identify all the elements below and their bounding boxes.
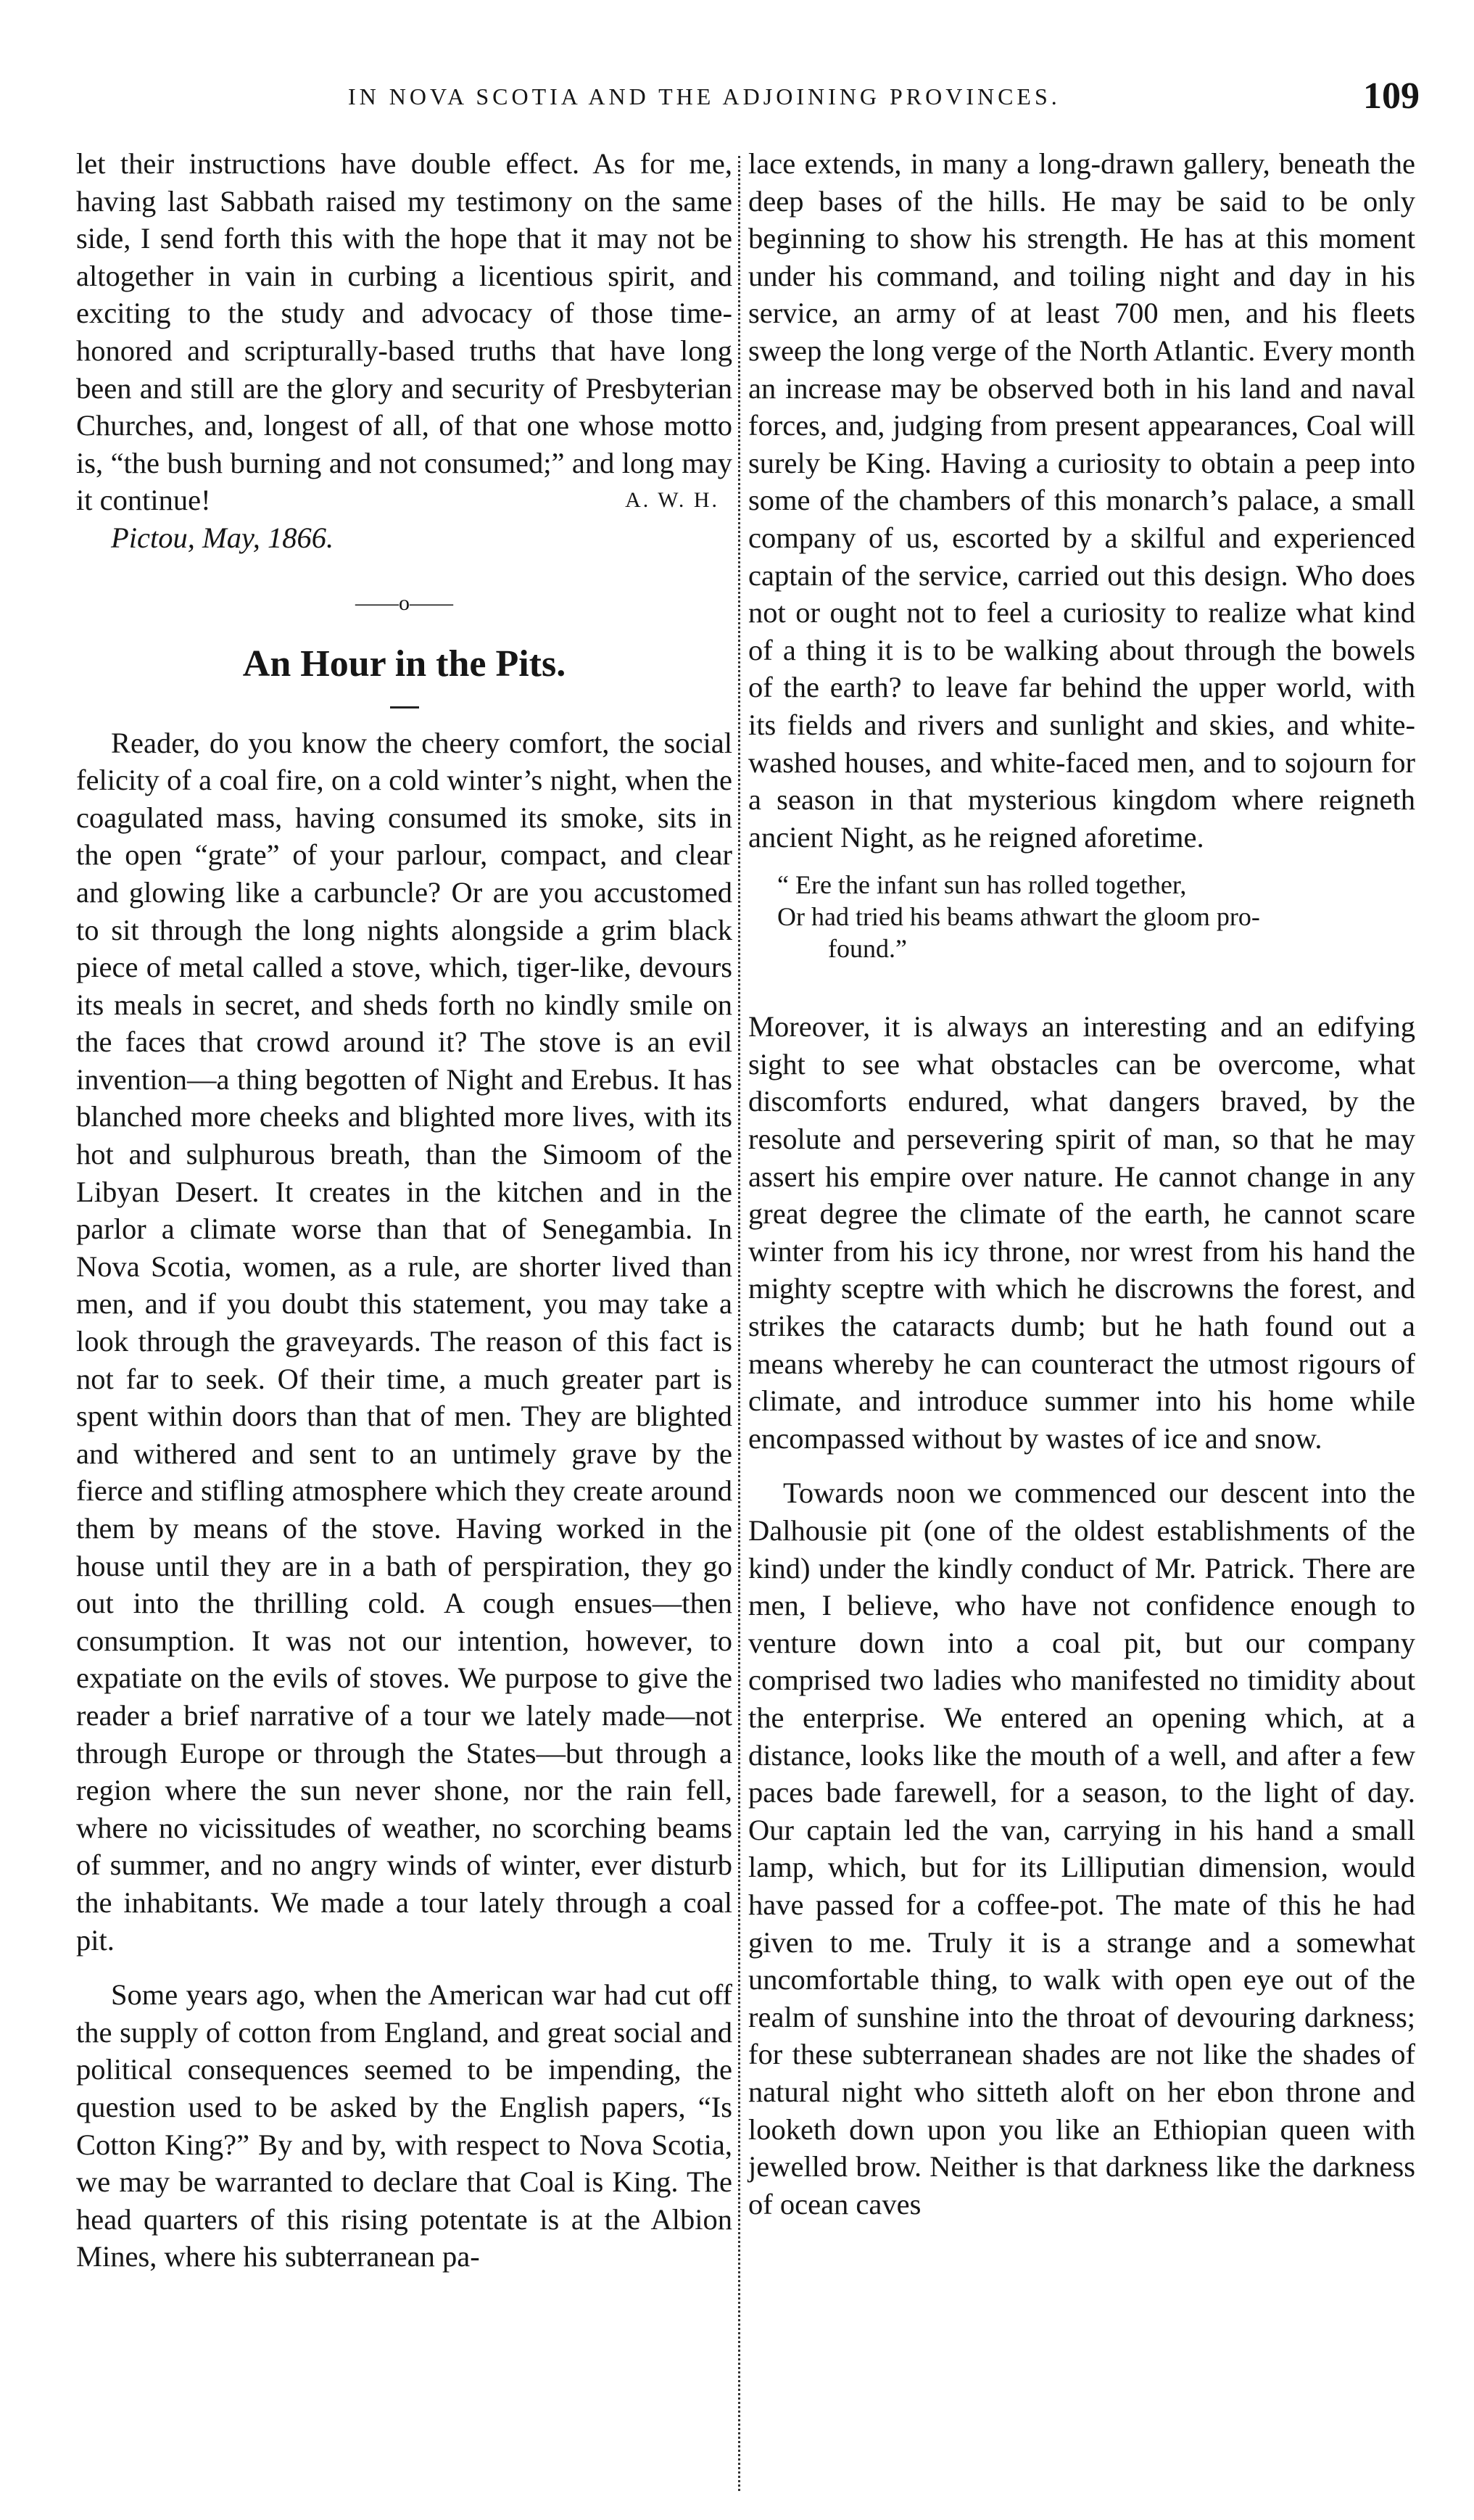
right-column xyxy=(748,145,1415,2223)
letter-signature: A. W. H. xyxy=(625,487,719,512)
section-separator: ——o—— xyxy=(355,590,453,615)
running-title: IN NOVA SCOTIA AND THE ADJOINING PROVINCES. xyxy=(348,83,1061,110)
article-paragraph: Reader, do you know the cheery comfort, the social felicity of a coal fire, on a cold winter’s night, when the coagulated mass, having consumed its smoke, sits in the open “grate” of your parlour, compact, and clear and glowing like a carbuncle? Or are you accustomed to sit through the long nights alongside a grim black piece of metal called a stove, which, tiger-like, devours its meals in secret, and sheds forth no kindly smile on the faces that crowd around it? The stove is an evil invention—a thing begotten of Night and Erebus. It has blanched more cheeks and blighted more lives, with its hot and sulphurous breath, than the Simoom of the Libyan Desert. It creates in the kitchen and in the parlor a climate worse than that of Senegambia. In Nova Scotia, women, as a rule, are shorter lived than men, and if you doubt this statement, you may take a look through the graveyards. The reason of this fact is not far to seek. Of their time, a much greater part is spent within doors than that of men. They are blighted and withered and sent to an untimely grave by the fierce and stifling atmosphere which they create around them by means of the stove. Having worked in the house until they are in a bath of perspiration, they go out into the thrilling cold. A cough ensues—then consumption. It was not our intention, however, to expatiate on the evils of stoves. We purpose to give the reader a brief narrative of a tour we lately made—not through Europe or through the States—but through a region where the sun never shone, nor the rain fell, where no vicissitudes of weather, no scorching beams of summer, and no angry winds of winter, ever disturb the inhabitants. We made a tour lately through a coal pit. xyxy=(76,726,732,1957)
article-paragraph: Moreover, it is always an interesting and an edifying sight to see what obstacles can be overcome, what discomforts endured, what dangers braved, by the resolute and persevering spirit of man, so that he may assert his empire over nature. He cannot change in any great degree the climate of the earth, he cannot scare winter from his icy throne, nor wrest from his hand the mighty sceptre with which he discrowns the forest, and strikes the cataracts dumb; but he hath found out a means whereby he can counteract the utmost rigours of climate, and introduce summer into his home while encompassed without by wastes of ice and snow. xyxy=(748,1010,1415,1455)
quote-line: “ Ere the infant sun has rolled together, xyxy=(777,870,1187,900)
letter-place-date: Pictou, May, 1866. xyxy=(111,521,334,554)
verse-quote xyxy=(777,869,1415,964)
quote-line: Or had tried his beams athwart the gloom pro- xyxy=(777,902,1260,932)
left-column xyxy=(76,145,732,2276)
title-rule xyxy=(390,706,419,709)
article-title: An Hour in the Pits. xyxy=(242,643,566,685)
page-number: 109 xyxy=(1363,75,1420,117)
page-header xyxy=(0,69,1474,127)
quote-line: found.” xyxy=(828,934,907,964)
letter-continuation: let their instructions have double effect. As for me, having last Sabbath raised my testimony on the same side, I send forth this with the hope that it may not be altogether in vain in curbing a licentious spirit, and exciting to the study and advocacy of those time-honored and scripturally-based truths that have long been and still are the glory and security of Presbyterian Churches, and, longest of all, of that one whose motto is, “the bush burning and not consumed;” and long may it continue! xyxy=(76,147,732,517)
article-paragraph: lace extends, in many a long-drawn gallery, beneath the deep bases of the hills. He may be said to be only beginning to show his strength. He has at this moment under his command, and toiling night and day in his service, an army of at least 700 men, and his fleets sweep the long verge of the North Atlantic. Every month an increase may be observed both in his land and naval forces, and, judging from present appearances, Coal will surely be King. Having a curiosity to obtain a peep into some of the chambers of this monarch’s palace, a small company of us, escorted by a skilful and experienced captain of the service, carried out this design. Who does not or ought not to feel a curiosity to realize what kind of a thing it is to be walking about through the bowels of the earth? to leave far behind the upper world, with its fields and rivers and sunlight and skies, and white-washed houses, and white-faced men, and to sojourn for a season in that mysterious kingdom where reigneth ancient Night, as he reigned aforetime. xyxy=(748,147,1415,854)
column-divider xyxy=(738,156,740,2491)
article-paragraph: Some years ago, when the American war had cut off the supply of cotton from England, and great social and political consequences seemed to be impending, the question used to be asked by the English papers, “Is Cotton King?” By and by, with respect to Nova Scotia, we may be warranted to declare that Coal is King. The head quarters of this rising potentate is at the Albion Mines, where his subterranean pa- xyxy=(76,1978,732,2273)
article-paragraph: Towards noon we commenced our descent into the Dalhousie pit (one of the oldest establishments of the kind) under the kindly conduct of Mr. Patrick. There are men, I believe, who have not confidence enough to venture down into a coal pit, but our company comprised two ladies who manifested no timidity about the enterprise. We entered an opening which, at a distance, looks like the mouth of a well, and after a few paces bade farewell, for a season, to the light of day. Our captain led the van, carrying in his hand a small lamp, which, but for its Lilliputian dimension, would have passed for a coffee-pot. The mate of this he had given to me. Truly it is a strange and a somewhat uncomfortable thing, to walk with open eye out of the realm of sunshine into the throat of devouring darkness; for these subterranean shades are not like the shades of natural night who sitteth aloft on her ebon throne and looketh down upon you like an Ethiopian queen with jewelled brow. Neither is that darkness like the darkness of ocean caves xyxy=(748,1476,1415,2221)
